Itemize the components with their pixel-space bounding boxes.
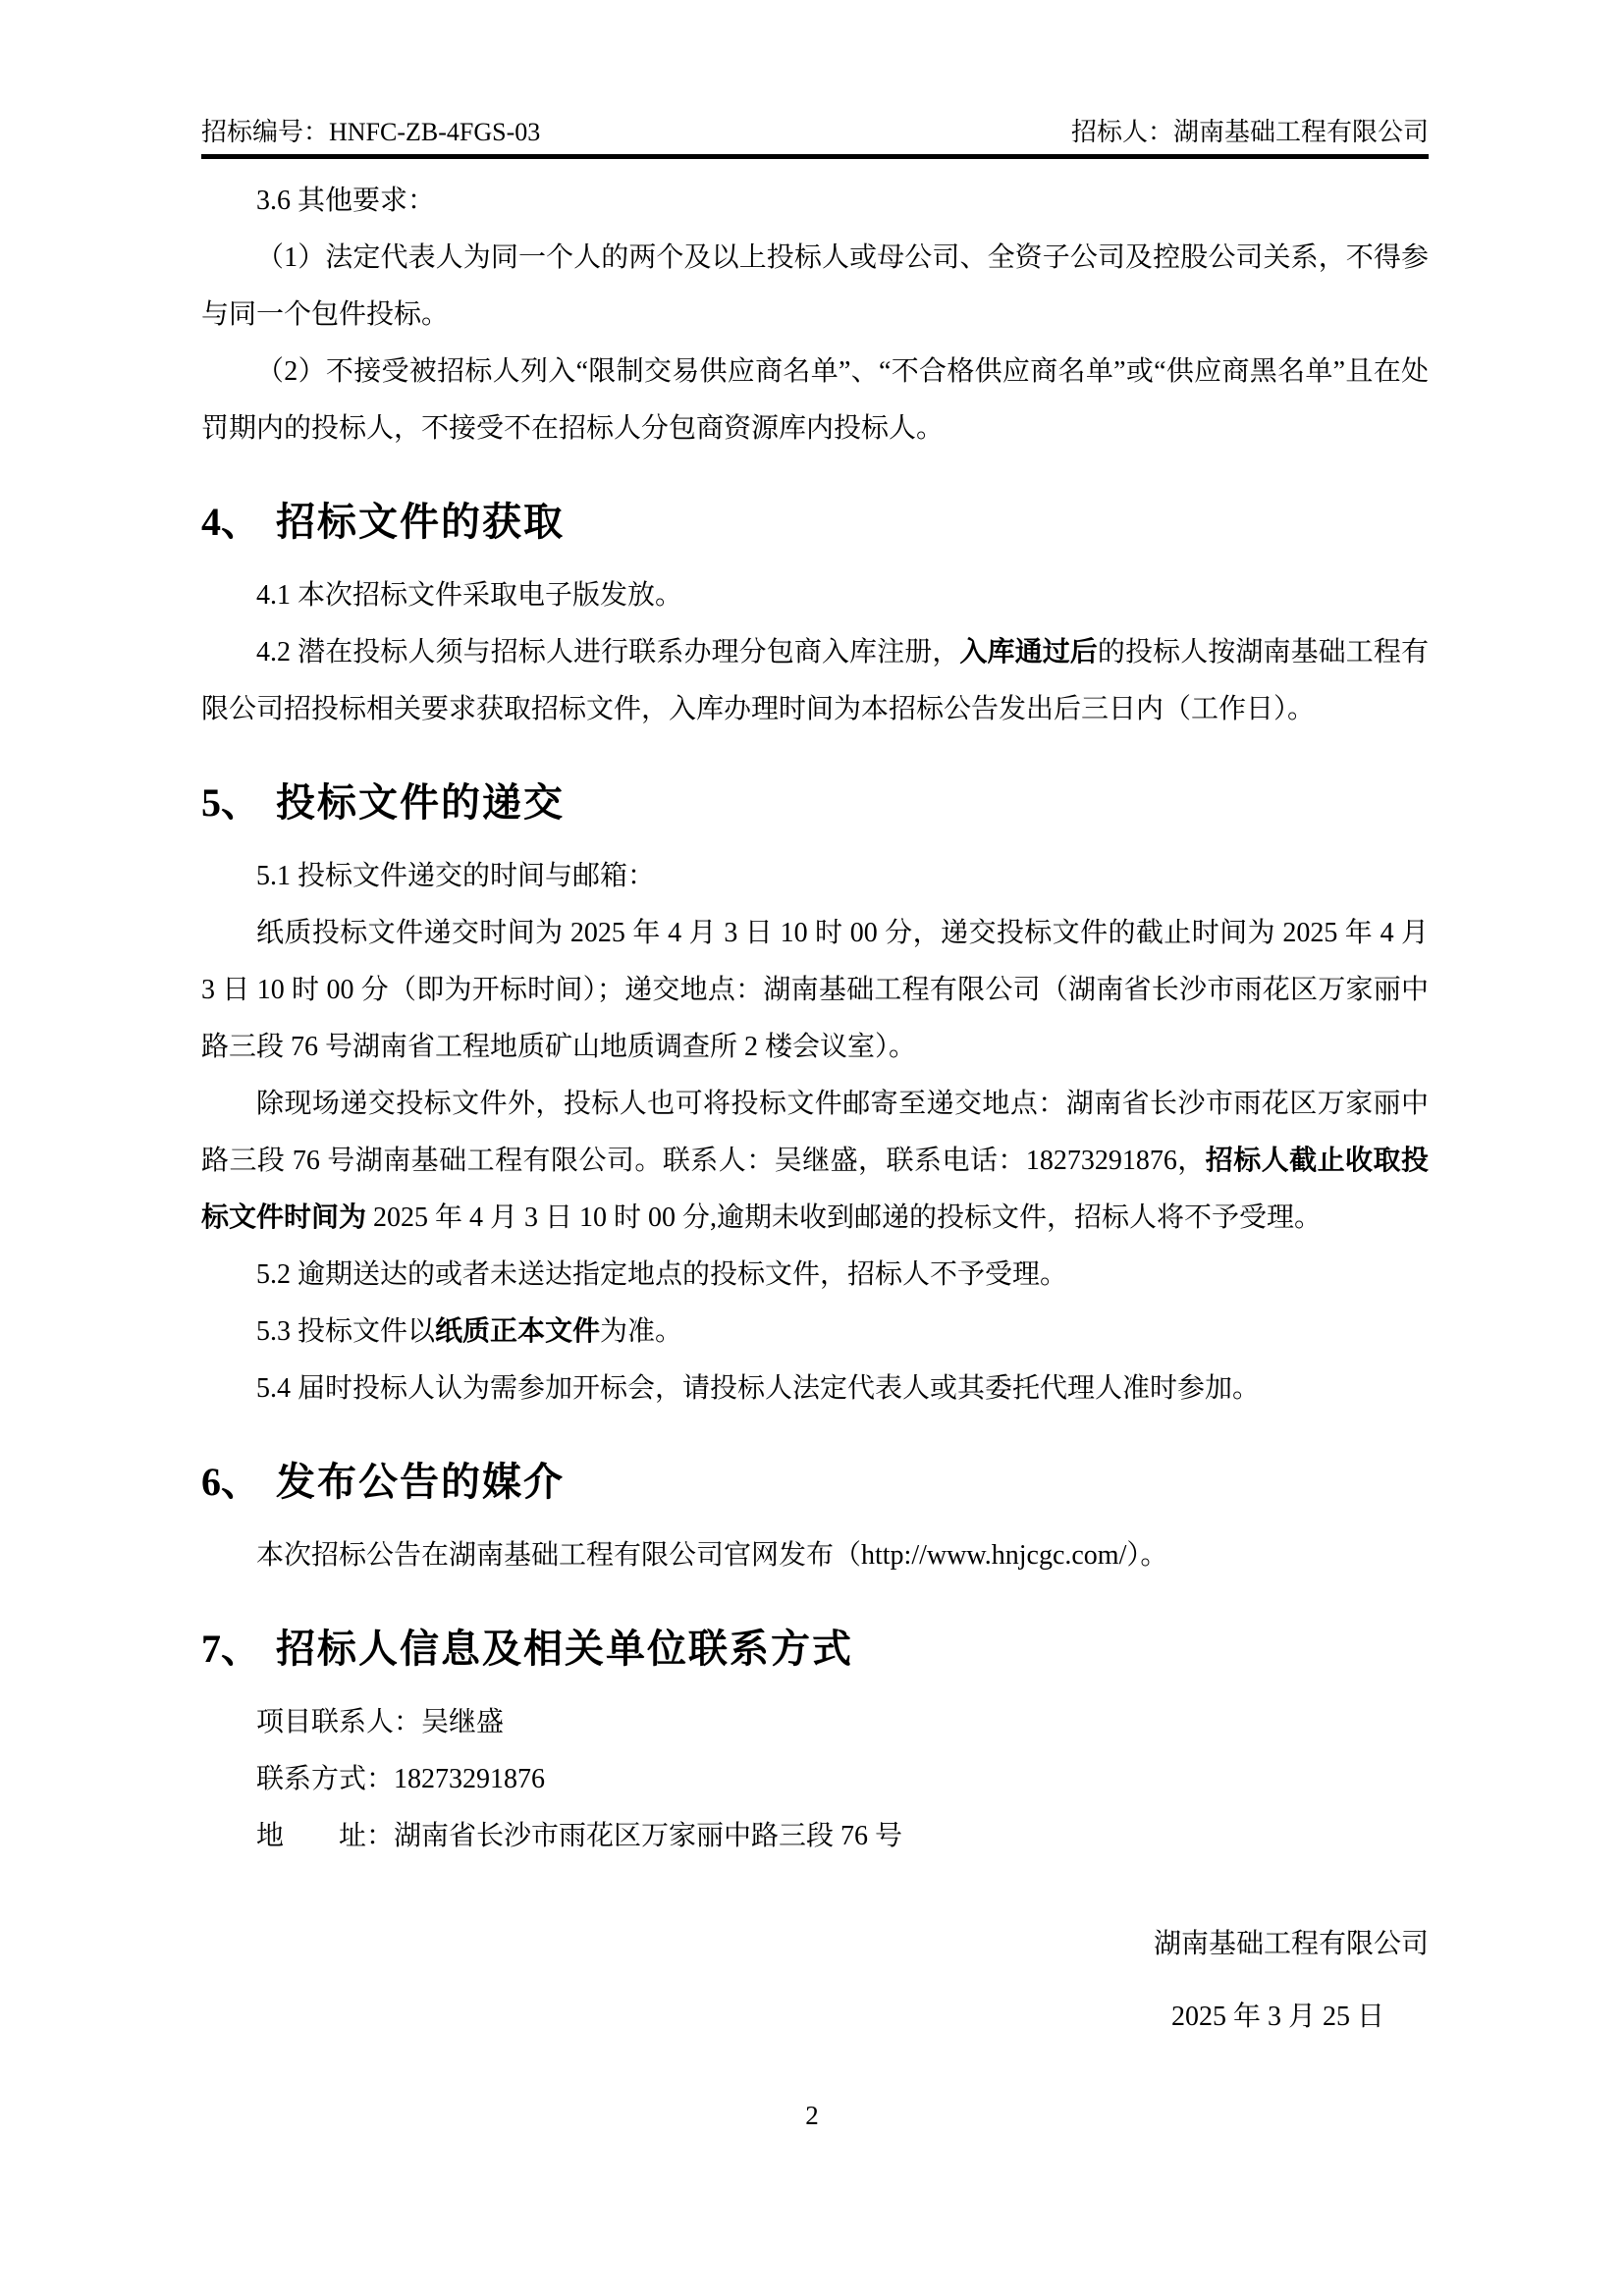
clause-5-3-text-end: 为准。 xyxy=(600,1316,683,1347)
clause-5-1-detail-1: 纸质投标文件递交时间为 2025 年 4 月 3 日 10 时 00 分，递交投标文件的截止时间为 2025 年 4 月 3 日 10 时 00 分（即为开标时间）；递交地点：湖南基础工程有限公司（湖南省长沙市雨花区万家丽中路三段 76 号湖南省工程地质矿山地质调查所 2 楼会议室）。 xyxy=(201,918,1429,1062)
clause-5-4: 5.4 届时投标人认为需参加开标会，请投标人法定代表人或其委托代理人准时参加。 xyxy=(256,1373,1261,1404)
clause-5-1: 5.1 投标文件递交的时间与邮箱： xyxy=(256,861,656,891)
clause-4-2 xyxy=(201,624,1429,738)
section-5-heading-text: 投标文件的递交 xyxy=(276,781,565,825)
header-rule xyxy=(201,154,1429,159)
section-5-number: 5、 xyxy=(201,780,260,825)
clause-5-1-detail-2-bold-run: 招标人截止收取投标文件时间为 xyxy=(201,1146,1429,1233)
clause-4-2-text-start: 4.2 潜在投标人须与招标人进行联系办理分包商入库注册， xyxy=(256,637,960,667)
document-content xyxy=(201,0,1429,2046)
section-7-title xyxy=(201,1624,1429,1675)
clause-5-1-detail-2 xyxy=(201,1076,1429,1247)
contact-phone-line: 联系方式：18273291876 xyxy=(256,1764,546,1794)
page-number: 2 xyxy=(805,2101,819,2130)
clause-4-1: 4.1 本次招标文件采取电子版发放。 xyxy=(256,580,683,611)
section-6-number: 6、 xyxy=(201,1460,260,1504)
clause-5-1-detail-2-text-end: 2025 年 4 月 3 日 10 时 00 分,逾期未收到邮递的投标文件，招标人将不予受理。 xyxy=(366,1202,1323,1233)
header-tender-number: 招标编号：HNFC-ZB-4FGS-03 xyxy=(201,118,541,146)
clause-5-1-detail-2-text-start: 除现场递交投标文件外，投标人也可将投标文件邮寄至递交地点：湖南省长沙市雨花区万家丽中路三段 76 号湖南基础工程有限公司。联系人：吴继盛，联系电话：18273291876， xyxy=(201,1089,1429,1176)
clause-3-6-item-1: （1）法定代表人为同一个人的两个及以上投标人或母公司、全资子公司及控股公司关系，不得参与同一个包件投标。 xyxy=(201,242,1429,330)
signature-date: 2025 年 3 月 25 日 xyxy=(1170,2002,1384,2032)
contact-person-line: 项目联系人：吴继盛 xyxy=(256,1707,505,1737)
clause-4-2-text-end: 的投标人按湖南基础工程有限公司招投标相关要求获取招标文件，入库办理时间为本招标公告发出后三日内（工作日）。 xyxy=(201,637,1429,724)
section-7-number: 7、 xyxy=(201,1627,260,1671)
section-4-title xyxy=(201,497,1429,548)
clause-5-2: 5.2 逾期送达的或者未送达指定地点的投标文件，招标人不予受理。 xyxy=(256,1259,1068,1290)
clause-3-6-title: 3.6 其他要求： xyxy=(256,186,436,216)
section-7-heading-text: 招标人信息及相关单位联系方式 xyxy=(276,1628,853,1671)
header-tenderer-name: 招标人：湖南基础工程有限公司 xyxy=(1070,118,1429,146)
clause-5-3 xyxy=(201,1304,1429,1361)
clause-5-3-text-start: 5.3 投标文件以 xyxy=(256,1316,436,1347)
section-6-paragraph: 本次招标公告在湖南基础工程有限公司官网发布（http://www.hnjcgc.com/）。 xyxy=(256,1540,1168,1571)
signature-company: 湖南基础工程有限公司 xyxy=(1153,1929,1429,1959)
contact-address-line: 地 址：湖南省长沙市雨花区万家丽中路三段 76 号 xyxy=(256,1821,903,1851)
page-footer xyxy=(0,2101,1624,2131)
clause-5-3-bold-run: 纸质正本文件 xyxy=(435,1316,601,1347)
section-6-heading-text: 发布公告的媒介 xyxy=(276,1461,565,1504)
clause-4-2-bold-run: 入库通过后 xyxy=(959,637,1098,667)
section-4-heading-text: 招标文件的获取 xyxy=(276,501,565,544)
page-header xyxy=(201,116,1429,149)
section-5-title xyxy=(201,777,1429,828)
section-4-number: 4、 xyxy=(201,500,260,544)
clause-3-6-item-2: （2）不接受被招标人列入“限制交易供应商名单”、“不合格供应商名单”或“供应商黑名单”且在处罚期内的投标人，不接受不在招标人分包商资源库内投标人。 xyxy=(201,356,1429,444)
section-6-title xyxy=(201,1457,1429,1508)
document-body xyxy=(201,173,1429,2046)
signature-block xyxy=(201,1916,1429,2046)
